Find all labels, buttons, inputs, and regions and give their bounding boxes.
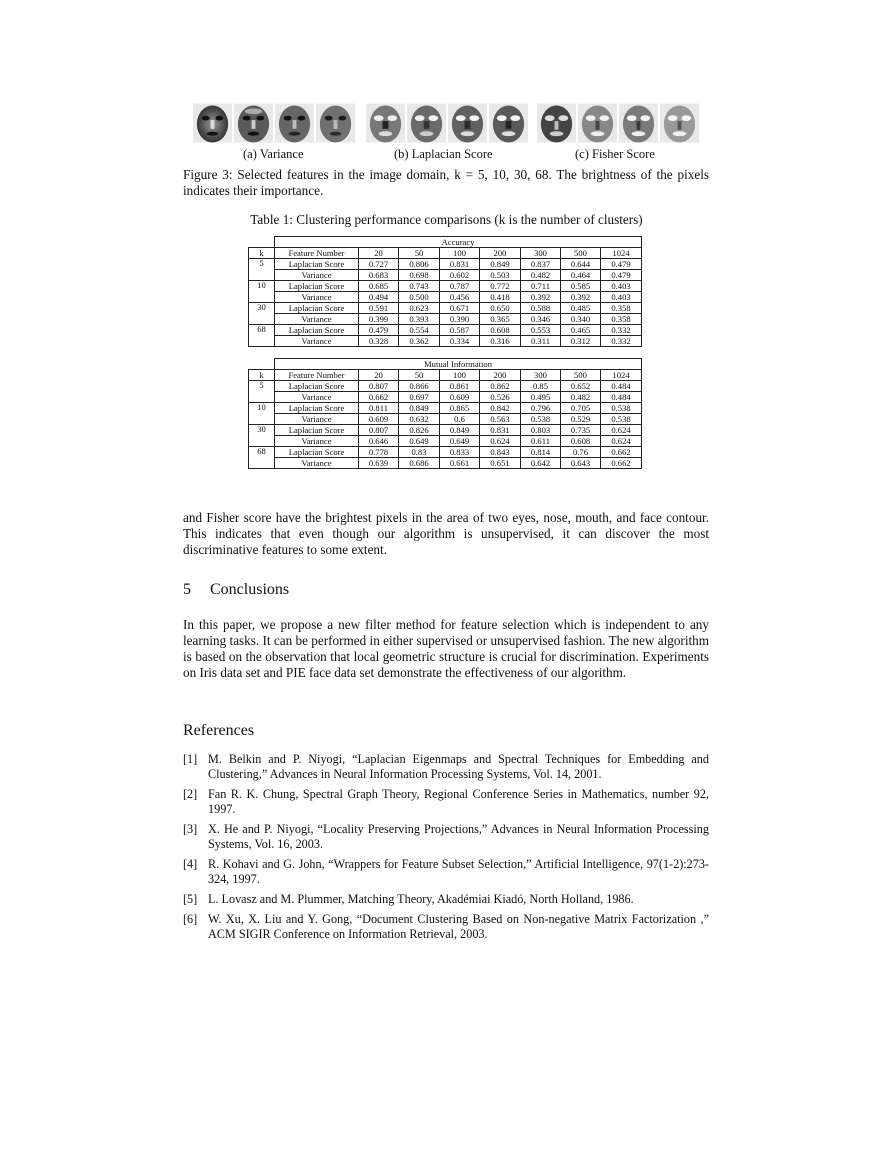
score-cell: 0.778 (359, 447, 399, 458)
header-feature-count: 500 (561, 248, 601, 259)
reference-label: [1] (183, 752, 198, 766)
table-row (249, 281, 642, 292)
reference-text: M. Belkin and P. Niyogi, “Laplacian Eigenmaps and Spectral Techniques for Embedding and Clustering,” Advances in Neural Information Processing Systems, Vol. 14, 2001. (208, 752, 709, 781)
score-cell: 0.711 (521, 281, 561, 292)
references-list (183, 752, 709, 947)
reference-text: W. Xu, X. Liu and Y. Gong, “Document Clustering Based on Non-negative Matrix Factorization ,” ACM SIGIR Conference on Information Retrieval, 2003. (208, 912, 709, 941)
score-cell: 0.538 (521, 414, 561, 425)
method-cell: Laplacian Score (275, 303, 359, 314)
fisher-face-k30 (619, 103, 658, 143)
score-cell: 0.842 (480, 403, 521, 414)
score-cell: 0.862 (480, 381, 521, 392)
header-feature-count: 50 (399, 248, 440, 259)
score-cell: 0.642 (521, 458, 561, 469)
table-section-title: Mutual Information (275, 359, 642, 370)
score-cell: 0.563 (480, 414, 521, 425)
score-cell: 0.826 (399, 425, 440, 436)
score-cell: 0.485 (561, 303, 601, 314)
method-cell: Laplacian Score (275, 381, 359, 392)
score-cell: 0.772 (480, 281, 521, 292)
reference-text: Fan R. K. Chung, Spectral Graph Theory, Regional Conference Series in Mathematics, number 92, 1997. (208, 787, 709, 816)
mutual-information-table (248, 358, 642, 469)
cluster-count-cell: 68 (249, 325, 275, 347)
method-cell: Variance (275, 392, 359, 403)
reference-item (183, 787, 709, 817)
header-feature-count: 200 (480, 370, 521, 381)
cluster-count-cell: 68 (249, 447, 275, 469)
header-feature-count: 300 (521, 248, 561, 259)
method-cell: Laplacian Score (275, 325, 359, 336)
score-cell: 0.849 (399, 403, 440, 414)
variance-face-k5 (193, 103, 232, 143)
table-row (249, 436, 642, 447)
references-heading: References (183, 722, 255, 739)
score-cell: 0.554 (399, 325, 440, 336)
fisher-face-k5 (537, 103, 576, 143)
cluster-count-cell: 5 (249, 381, 275, 403)
cluster-count-cell: 10 (249, 403, 275, 425)
score-cell: 0.456 (440, 292, 480, 303)
reference-label: [4] (183, 857, 198, 871)
table-row (249, 314, 642, 325)
header-feature-count: 50 (399, 370, 440, 381)
score-cell: 0.500 (399, 292, 440, 303)
score-cell: 0.639 (359, 458, 399, 469)
laplacian-face-k30 (448, 103, 487, 143)
score-cell: 0.705 (561, 403, 601, 414)
fisher-face-k10 (578, 103, 617, 143)
table-corner-blank (249, 237, 275, 248)
score-cell: 0.311 (521, 336, 561, 347)
table-row (249, 325, 642, 336)
header-feature-count: 100 (440, 248, 480, 259)
score-cell: 0.392 (521, 292, 561, 303)
header-feature-count: 20 (359, 370, 399, 381)
score-cell: 0.787 (440, 281, 480, 292)
score-cell: 0.588 (521, 303, 561, 314)
score-cell: 0.479 (601, 270, 642, 281)
score-cell: 0.807 (359, 425, 399, 436)
score-cell: 0.334 (440, 336, 480, 347)
score-cell: 0.624 (480, 436, 521, 447)
score-cell: 0.609 (440, 392, 480, 403)
reference-item (183, 822, 709, 852)
header-feature-count: 1024 (601, 248, 642, 259)
reference-text: L. Lovasz and M. Plummer, Matching Theory, Akadémiai Kiadó, North Holland, 1986. (208, 892, 634, 906)
header-feature-number: Feature Number (275, 248, 359, 259)
score-cell: 0.503 (480, 270, 521, 281)
score-cell: 0.662 (601, 458, 642, 469)
reference-label: [5] (183, 892, 198, 906)
method-cell: Laplacian Score (275, 403, 359, 414)
score-cell: 0.418 (480, 292, 521, 303)
table-row (249, 259, 642, 270)
score-cell: 0.866 (399, 381, 440, 392)
score-cell: 0.743 (399, 281, 440, 292)
score-cell: 0.811 (359, 403, 399, 414)
subcaption-variance: (a) Variance (243, 147, 304, 161)
method-cell: Laplacian Score (275, 259, 359, 270)
method-cell: Variance (275, 314, 359, 325)
score-cell: 0.484 (601, 392, 642, 403)
score-cell: 0.849 (480, 259, 521, 270)
score-cell: 0.591 (359, 303, 399, 314)
laplacian-face-k10 (407, 103, 446, 143)
score-cell: 0.649 (440, 436, 480, 447)
score-cell: 0.861 (440, 381, 480, 392)
score-cell: 0.727 (359, 259, 399, 270)
score-cell: 0.814 (521, 447, 561, 458)
method-cell: Variance (275, 292, 359, 303)
score-cell: 0.602 (440, 270, 480, 281)
score-cell: 0.652 (561, 381, 601, 392)
table-row (249, 303, 642, 314)
conclusions-paragraph: In this paper, we propose a new filter method for feature selection which is independent to any learning tasks. It can be performed in either supervised or unsupervised fashion. The new algorithm is based on the observation that local geometric structure is crucial for discrimination. Experiments on Iris data set and PIE face data set demonstrate the effectiveness of our algorithm. (183, 617, 709, 680)
score-cell: 0.479 (601, 259, 642, 270)
method-cell: Laplacian Score (275, 425, 359, 436)
score-cell: 0.803 (521, 425, 561, 436)
header-feature-count: 1024 (601, 370, 642, 381)
score-cell: 0.662 (601, 447, 642, 458)
score-cell: 0.6 (440, 414, 480, 425)
score-cell: 0.662 (359, 392, 399, 403)
cluster-count-cell: 30 (249, 425, 275, 447)
score-cell: 0.649 (399, 436, 440, 447)
header-feature-number: Feature Number (275, 370, 359, 381)
header-feature-count: 20 (359, 248, 399, 259)
score-cell: 0.464 (561, 270, 601, 281)
score-cell: 0.553 (521, 325, 561, 336)
method-cell: Variance (275, 458, 359, 469)
variance-face-k68 (316, 103, 355, 143)
score-cell: 0.661 (440, 458, 480, 469)
score-cell: 0.643 (561, 458, 601, 469)
header-feature-count: 300 (521, 370, 561, 381)
score-cell: 0.538 (601, 414, 642, 425)
reference-label: [6] (183, 912, 198, 926)
method-cell: Laplacian Score (275, 447, 359, 458)
score-cell: 0.807 (359, 381, 399, 392)
score-cell: 0.796 (521, 403, 561, 414)
reference-item (183, 857, 709, 887)
header-k: k (249, 370, 275, 381)
score-cell: 0.650 (480, 303, 521, 314)
score-cell: 0.495 (521, 392, 561, 403)
score-cell: 0.644 (561, 259, 601, 270)
score-cell: 0.358 (601, 314, 642, 325)
score-cell: 0.697 (399, 392, 440, 403)
score-cell: 0.494 (359, 292, 399, 303)
score-cell: 0.346 (521, 314, 561, 325)
score-cell: 0.482 (561, 392, 601, 403)
score-cell: 0.484 (601, 381, 642, 392)
score-cell: 0.685 (359, 281, 399, 292)
score-cell: 0.340 (561, 314, 601, 325)
table-row (249, 447, 642, 458)
reference-label: [2] (183, 787, 198, 801)
score-cell: 0.609 (359, 414, 399, 425)
score-cell: 0.85 (521, 381, 561, 392)
method-cell: Variance (275, 414, 359, 425)
score-cell: 0.843 (480, 447, 521, 458)
variance-face-k30 (275, 103, 314, 143)
score-cell: 0.587 (440, 325, 480, 336)
score-cell: 0.671 (440, 303, 480, 314)
table-row (249, 381, 642, 392)
score-cell: 0.837 (521, 259, 561, 270)
table-row (249, 336, 642, 347)
score-cell: 0.393 (399, 314, 440, 325)
table-row (249, 403, 642, 414)
continuation-paragraph: and Fisher score have the brightest pixels in the area of two eyes, nose, mouth, and face contour. This indicates that even though our algorithm is unsupervised, it can discover the most discriminative features to some extent. (183, 510, 709, 557)
score-cell: 0.849 (440, 425, 480, 436)
score-cell: 0.328 (359, 336, 399, 347)
score-cell: 0.365 (480, 314, 521, 325)
score-cell: 0.316 (480, 336, 521, 347)
score-cell: 0.585 (561, 281, 601, 292)
score-cell: 0.332 (601, 325, 642, 336)
score-cell: 0.646 (359, 436, 399, 447)
figure-3-caption: Figure 3: Selected features in the image domain, k = 5, 10, 30, 68. The brightness of the pixels indicates their importance. (183, 167, 709, 198)
score-cell: 0.651 (480, 458, 521, 469)
subcaption-fisher-score: (c) Fisher Score (575, 147, 655, 161)
score-cell: 0.332 (601, 336, 642, 347)
score-cell: 0.399 (359, 314, 399, 325)
method-cell: Variance (275, 436, 359, 447)
table-section-title: Accuracy (275, 237, 642, 248)
header-feature-count: 200 (480, 248, 521, 259)
accuracy-table (248, 236, 642, 347)
score-cell: 0.312 (561, 336, 601, 347)
table-row (249, 458, 642, 469)
method-cell: Variance (275, 270, 359, 281)
reference-item (183, 752, 709, 782)
table-row (249, 392, 642, 403)
header-feature-count: 500 (561, 370, 601, 381)
score-cell: 0.698 (399, 270, 440, 281)
table-corner-blank (249, 359, 275, 370)
score-cell: 0.623 (399, 303, 440, 314)
score-cell: 0.831 (480, 425, 521, 436)
cluster-count-cell: 30 (249, 303, 275, 325)
score-cell: 0.611 (521, 436, 561, 447)
table-row (249, 414, 642, 425)
score-cell: 0.526 (480, 392, 521, 403)
section-number: 5 (183, 581, 191, 598)
score-cell: 0.403 (601, 292, 642, 303)
score-cell: 0.806 (399, 259, 440, 270)
cluster-count-cell: 10 (249, 281, 275, 303)
reference-label: [3] (183, 822, 198, 836)
score-cell: 0.83 (399, 447, 440, 458)
score-cell: 0.683 (359, 270, 399, 281)
score-cell: 0.479 (359, 325, 399, 336)
score-cell: 0.632 (399, 414, 440, 425)
table-row (249, 425, 642, 436)
section-heading-conclusions (183, 581, 289, 599)
score-cell: 0.529 (561, 414, 601, 425)
fisher-face-k68 (660, 103, 699, 143)
table-1-caption: Table 1: Clustering performance comparisons (k is the number of clusters) (250, 212, 643, 227)
score-cell: 0.538 (601, 403, 642, 414)
score-cell: 0.76 (561, 447, 601, 458)
method-cell: Laplacian Score (275, 281, 359, 292)
score-cell: 0.608 (561, 436, 601, 447)
score-cell: 0.735 (561, 425, 601, 436)
variance-face-k10 (234, 103, 273, 143)
figure-3-images (193, 103, 699, 143)
score-cell: 0.624 (601, 425, 642, 436)
header-k: k (249, 248, 275, 259)
score-cell: 0.362 (399, 336, 440, 347)
reference-item (183, 912, 709, 942)
laplacian-face-k68 (489, 103, 528, 143)
table-row (249, 270, 642, 281)
subcaption-laplacian-score: (b) Laplacian Score (394, 147, 493, 161)
reference-item (183, 892, 709, 907)
table-row (249, 292, 642, 303)
laplacian-face-k5 (366, 103, 405, 143)
score-cell: 0.392 (561, 292, 601, 303)
score-cell: 0.865 (440, 403, 480, 414)
reference-text: X. He and P. Niyogi, “Locality Preserving Projections,” Advances in Neural Information Processing Systems, Vol. 16, 2003. (208, 822, 709, 851)
section-title: Conclusions (210, 581, 290, 598)
cluster-count-cell: 5 (249, 259, 275, 281)
reference-text: R. Kohavi and G. John, “Wrappers for Feature Subset Selection,” Artificial Intelligence, 97(1-2):273-324, 1997. (208, 857, 709, 886)
score-cell: 0.465 (561, 325, 601, 336)
score-cell: 0.608 (480, 325, 521, 336)
score-cell: 0.482 (521, 270, 561, 281)
method-cell: Variance (275, 336, 359, 347)
score-cell: 0.833 (440, 447, 480, 458)
score-cell: 0.390 (440, 314, 480, 325)
score-cell: 0.403 (601, 281, 642, 292)
score-cell: 0.831 (440, 259, 480, 270)
score-cell: 0.686 (399, 458, 440, 469)
score-cell: 0.358 (601, 303, 642, 314)
score-cell: 0.624 (601, 436, 642, 447)
header-feature-count: 100 (440, 370, 480, 381)
